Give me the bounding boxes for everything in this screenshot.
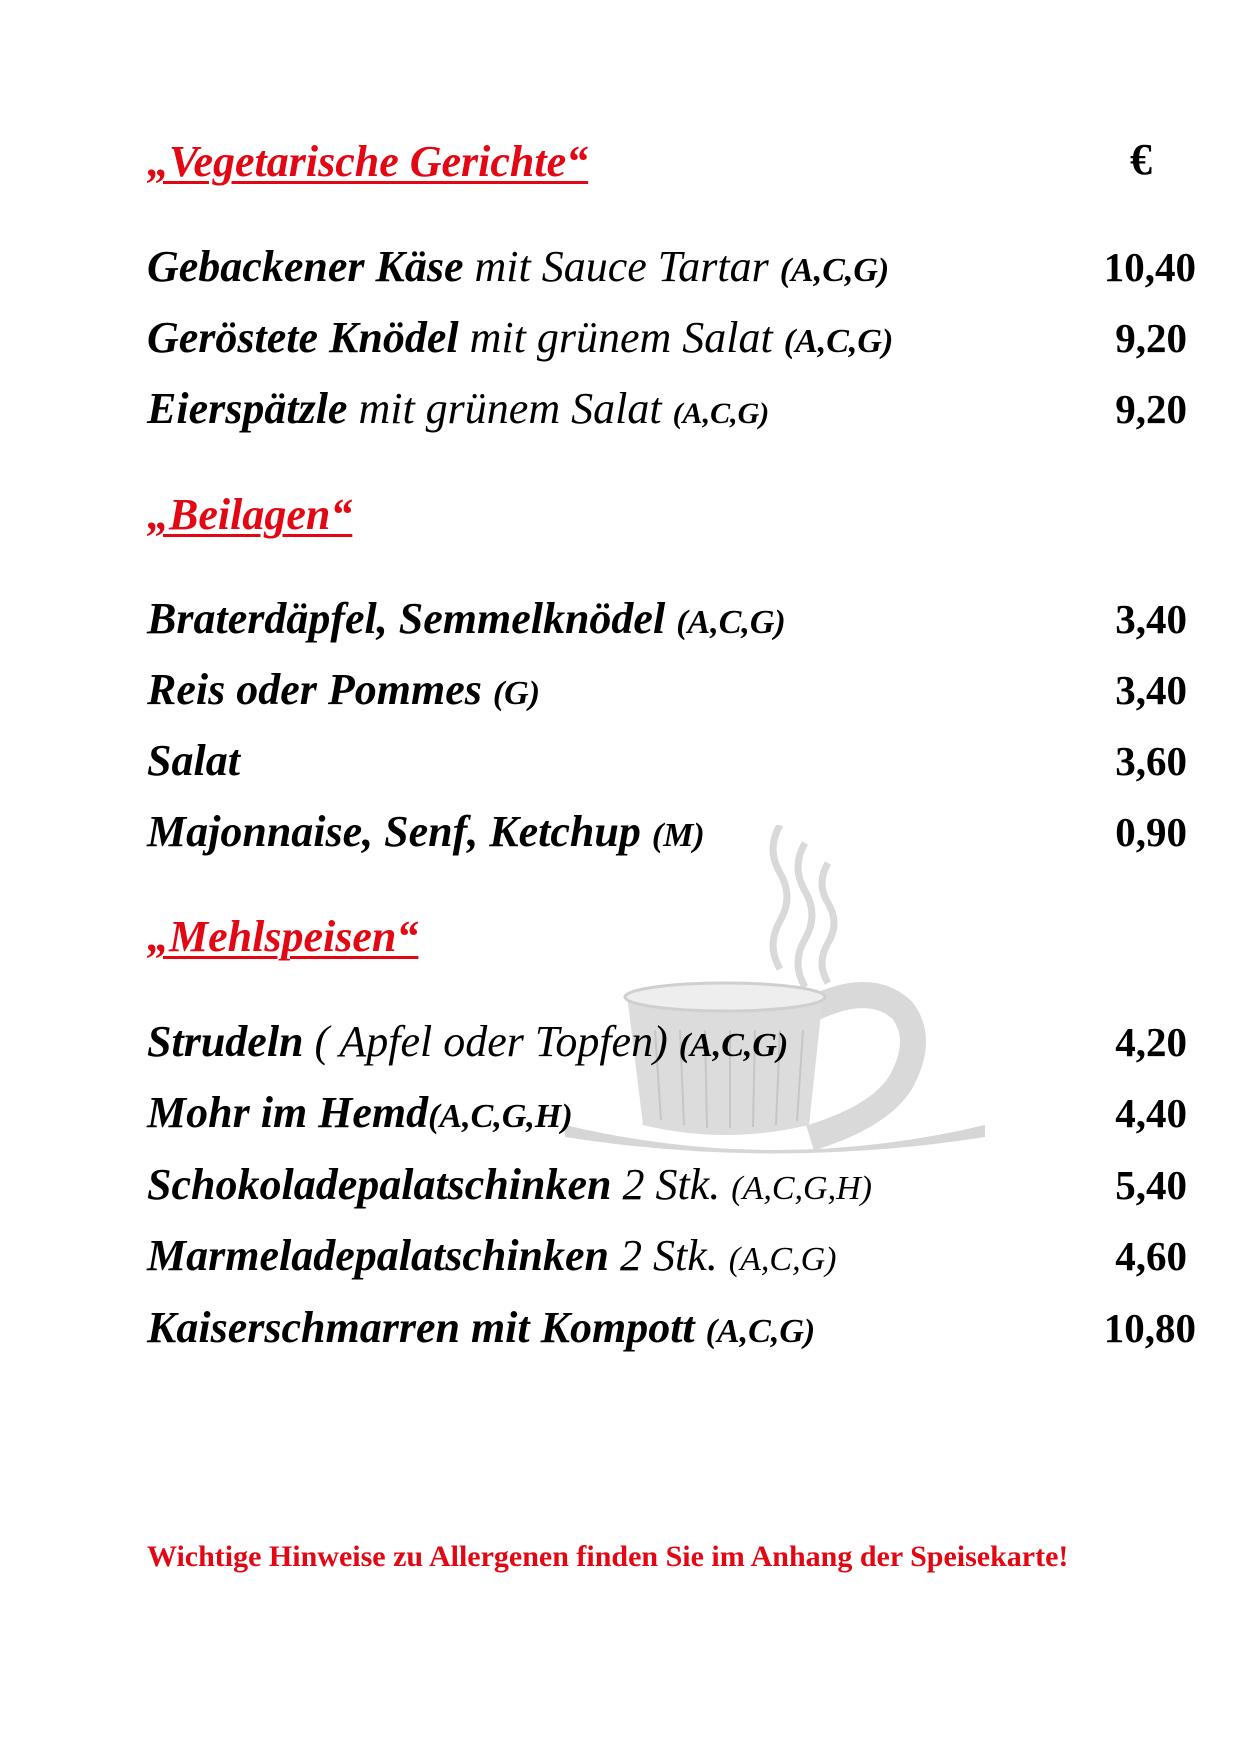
menu-item	[147, 242, 890, 291]
item-allergens: (A,C,G)	[678, 1027, 789, 1064]
item-price: 4,40	[1115, 1090, 1187, 1136]
item-allergens: (G)	[492, 675, 541, 712]
item-allergens: (A,C,G)	[779, 252, 890, 289]
item-price: 3,40	[1115, 667, 1187, 713]
item-price: 4,60	[1115, 1233, 1187, 1279]
coffee-cup-watermark-icon	[565, 825, 985, 1170]
menu-item	[147, 1231, 837, 1280]
item-price: 5,40	[1115, 1162, 1187, 1208]
menu-item	[147, 807, 705, 856]
item-name: Strudeln	[147, 1017, 304, 1066]
item-name: Kaiserschmarren mit Kompott	[147, 1303, 706, 1352]
item-name: Gebackener Käse	[147, 242, 464, 291]
item-description: 2 Stk.	[611, 1160, 732, 1209]
item-price: 10,40	[1103, 244, 1196, 290]
menu-item	[147, 384, 770, 433]
item-allergens: (A,C,G,H)	[731, 1170, 872, 1207]
menu-item	[147, 1017, 789, 1066]
item-description: 2 Stk.	[609, 1231, 729, 1280]
item-description: ( Apfel oder Topfen)	[303, 1017, 679, 1066]
item-allergens: (A,C,G)	[728, 1241, 837, 1278]
section-title-vegetarian: „Vegetarische Gerichte“	[147, 137, 589, 186]
menu-item	[147, 594, 786, 643]
item-name: Salat	[147, 736, 240, 785]
item-price: 9,20	[1115, 386, 1187, 432]
item-name: Schokoladepalatschinken	[147, 1160, 612, 1209]
item-name: Geröstete Knödel	[147, 313, 459, 362]
item-allergens: (A,C,G)	[705, 1313, 816, 1350]
item-name: Mohr im Hemd	[147, 1088, 429, 1137]
menu-item	[147, 665, 541, 714]
menu-item	[147, 736, 240, 785]
item-price: 3,60	[1115, 738, 1187, 784]
menu-item	[147, 1160, 872, 1209]
item-price: 4,20	[1115, 1019, 1187, 1065]
section-title-sides: „Beilagen“	[147, 490, 353, 539]
menu-item	[147, 313, 894, 362]
item-price: 9,20	[1115, 315, 1187, 361]
currency-header: €	[1130, 135, 1152, 184]
item-description: mit grünem Salat	[458, 313, 784, 362]
item-price: 10,80	[1103, 1305, 1196, 1351]
item-name: Reis oder Pommes	[147, 665, 493, 714]
item-description: mit Sauce Tartar	[463, 242, 780, 291]
item-price: 3,40	[1115, 596, 1187, 642]
item-price: 0,90	[1115, 809, 1187, 855]
item-name: Marmeladepalatschinken	[147, 1231, 610, 1280]
section-title-desserts: „Mehlspeisen“	[147, 912, 419, 961]
item-name: Braterdäpfel, Semmelknödel	[147, 594, 677, 643]
allergen-footer-note: Wichtige Hinweise zu Allergenen finden Sie im Anhang der Speisekarte!	[147, 1540, 1069, 1573]
item-name: Majonnaise, Senf, Ketchup	[147, 807, 652, 856]
item-description: mit grünem Salat	[347, 384, 673, 433]
item-allergens: (A,C,G)	[676, 604, 786, 641]
item-allergens: (M)	[651, 817, 705, 854]
menu-item	[147, 1303, 816, 1352]
menu-item	[147, 1088, 573, 1137]
item-name: Eierspätzle	[147, 384, 348, 433]
item-allergens: (A,C,G,H)	[428, 1098, 573, 1135]
item-allergens: (A,C,G)	[672, 397, 770, 430]
item-allergens: (A,C,G)	[783, 323, 894, 360]
